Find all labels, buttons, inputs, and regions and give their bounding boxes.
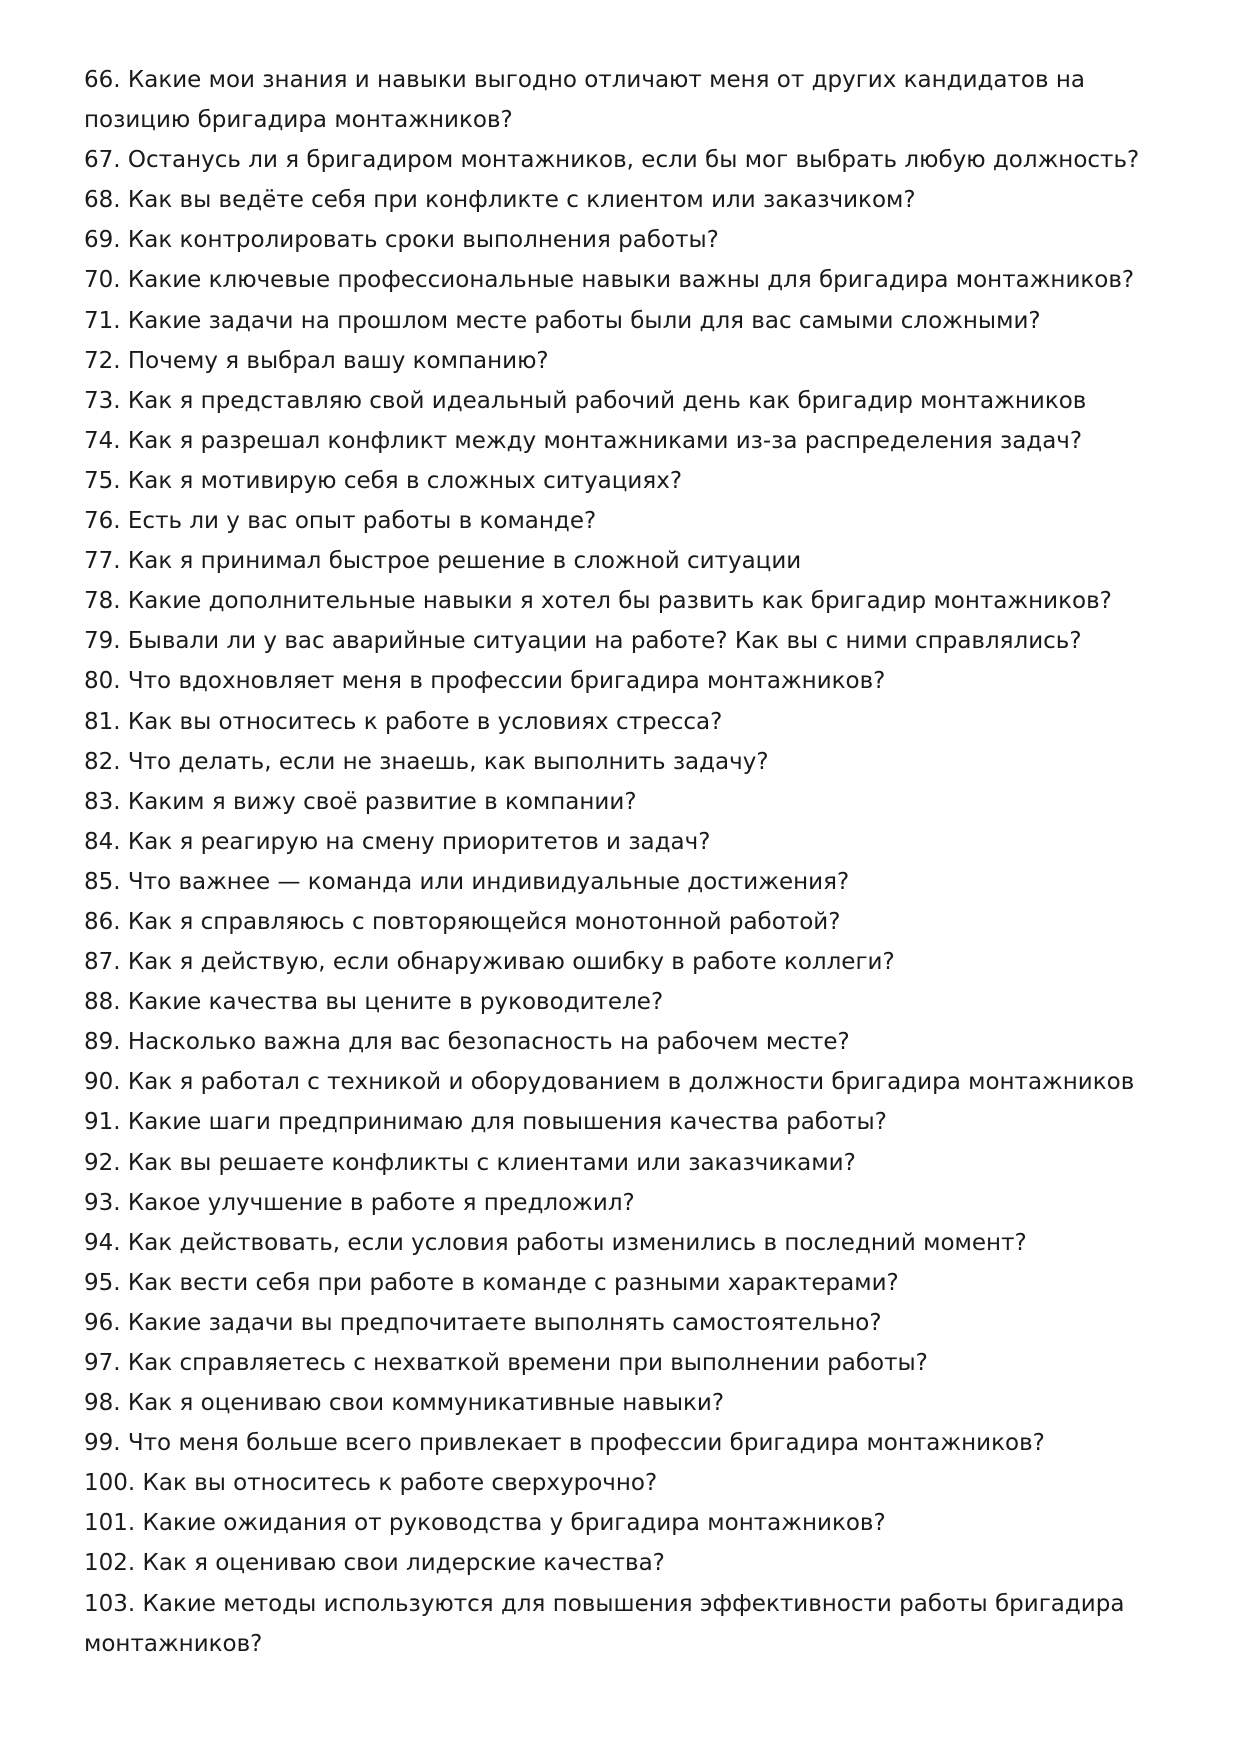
item-number: 99.	[84, 1430, 121, 1457]
list-item	[84, 902, 1164, 942]
list-item	[84, 1223, 1164, 1263]
item-text: Как я разрешал конфликт между монтажниками из-за распределения задач?	[127, 427, 1083, 454]
item-number: 91.	[84, 1109, 121, 1136]
item-text: Какие ожидания от руководства у бригадира монтажников?	[142, 1510, 886, 1537]
item-number: 103.	[84, 1590, 136, 1617]
item-number: 101.	[84, 1510, 136, 1537]
item-number: 92.	[84, 1149, 121, 1176]
list-item	[84, 341, 1164, 381]
list-item	[84, 702, 1164, 742]
list-item	[84, 982, 1164, 1022]
item-text: Какие ключевые профессиональные навыки важны для бригадира монтажников?	[127, 267, 1135, 294]
item-number: 88.	[84, 989, 121, 1016]
item-number: 76.	[84, 508, 121, 535]
item-text: Насколько важна для вас безопасность на рабочем месте?	[127, 1029, 850, 1056]
item-text: Как вы решаете конфликты с клиентами или заказчиками?	[127, 1149, 856, 1176]
item-number: 75.	[84, 467, 121, 494]
item-text: Как вы относитесь к работе в условиях стресса?	[127, 708, 723, 735]
item-text: Как я принимал быстрое решение в сложной ситуации	[127, 548, 802, 575]
item-text: Как справляетесь с нехваткой времени при выполнении работы?	[127, 1350, 928, 1376]
list-item	[84, 1503, 1164, 1543]
list-item	[84, 942, 1164, 982]
item-number: 69.	[84, 227, 121, 254]
item-text: Как действовать, если условия работы изменились в последний момент?	[127, 1229, 1027, 1256]
item-text: Как я справляюсь с повторяющейся монотонной работой?	[127, 908, 841, 935]
list-item	[84, 461, 1164, 501]
list-item	[84, 742, 1164, 782]
item-text: Как я оцениваю свои лидерские качества?	[142, 1550, 665, 1577]
list-item	[84, 1062, 1164, 1102]
item-number: 86.	[84, 908, 121, 935]
item-text: Какие методы используются для повышения эффективности работы бригадира монтажников?	[84, 1590, 1125, 1657]
item-number: 68.	[84, 187, 121, 214]
item-text: Есть ли у вас опыт работы в команде?	[127, 508, 597, 535]
item-number: 80.	[84, 668, 121, 695]
item-number: 98.	[84, 1390, 121, 1417]
item-text: Как вести себя при работе в команде с разными характерами?	[127, 1269, 899, 1296]
item-text: Как я действую, если обнаруживаю ошибку в работе коллеги?	[127, 949, 895, 976]
item-text: Почему я выбрал вашу компанию?	[127, 347, 549, 374]
list-item	[84, 180, 1164, 220]
item-number: 66.	[84, 67, 121, 93]
list-item	[84, 60, 1164, 140]
item-number: 100.	[84, 1470, 136, 1497]
item-text: Как контролировать сроки выполнения работы?	[127, 227, 719, 254]
list-item	[84, 220, 1164, 260]
item-text: Что меня больше всего привлекает в профессии бригадира монтажников?	[127, 1430, 1045, 1457]
item-number: 74.	[84, 427, 121, 454]
item-number: 67.	[84, 147, 121, 174]
item-text: Какие мои знания и навыки выгодно отличают меня от других кандидатов на позицию бригадира монтажников?	[84, 67, 1085, 134]
item-number: 95.	[84, 1269, 121, 1296]
item-number: 78.	[84, 588, 121, 615]
item-number: 102.	[84, 1550, 136, 1577]
list-item	[84, 862, 1164, 902]
item-number: 93.	[84, 1189, 121, 1216]
item-number: 77.	[84, 548, 121, 575]
item-text: Какие задачи на прошлом месте работы были для вас самыми сложными?	[127, 307, 1041, 334]
item-number: 82.	[84, 748, 121, 775]
item-text: Как я оцениваю свои коммуникативные навыки?	[127, 1390, 725, 1417]
item-number: 90.	[84, 1069, 121, 1096]
item-text: Как я представляю свой идеальный рабочий день как бригадир монтажников	[127, 387, 1087, 414]
list-item	[84, 501, 1164, 541]
list-item	[84, 1383, 1164, 1423]
item-text: Как я работал с техникой и оборудованием в должности бригадира монтажников	[127, 1069, 1135, 1096]
item-number: 84.	[84, 828, 121, 855]
item-text: Какие качества вы цените в руководителе?	[127, 989, 664, 1016]
list-item	[84, 621, 1164, 661]
list-item	[84, 541, 1164, 581]
item-text: Какие шаги предпринимаю для повышения качества работы?	[127, 1109, 887, 1136]
list-item	[84, 381, 1164, 421]
item-number: 94.	[84, 1229, 121, 1256]
list-item	[84, 301, 1164, 341]
list-item	[84, 661, 1164, 701]
item-text: Как я реагирую на смену приоритетов и задач?	[127, 828, 711, 855]
item-number: 79.	[84, 628, 121, 655]
item-number: 97.	[84, 1350, 121, 1376]
item-text: Как вы ведёте себя при конфликте с клиентом или заказчиком?	[127, 187, 916, 214]
item-text: Что важнее — команда или индивидуальные достижения?	[127, 868, 850, 895]
list-item	[84, 1343, 1164, 1383]
item-number: 81.	[84, 708, 121, 735]
list-item	[84, 822, 1164, 862]
list-item	[84, 581, 1164, 621]
item-text: Как вы относитесь к работе сверхурочно?	[142, 1470, 658, 1497]
item-number: 72.	[84, 347, 121, 374]
item-text: Что вдохновляет меня в профессии бригадира монтажников?	[127, 668, 886, 695]
list-item	[84, 1263, 1164, 1303]
list-item	[84, 1463, 1164, 1503]
list-item	[84, 1303, 1164, 1343]
item-text: Бывали ли у вас аварийные ситуации на работе? Как вы с ними справлялись?	[127, 628, 1082, 655]
list-item	[84, 1584, 1164, 1664]
item-number: 70.	[84, 267, 121, 294]
item-text: Какие задачи вы предпочитаете выполнять самостоятельно?	[127, 1309, 882, 1336]
item-text: Останусь ли я бригадиром монтажников, если бы мог выбрать любую должность?	[127, 147, 1140, 174]
item-number: 85.	[84, 868, 121, 895]
question-list	[84, 60, 1164, 1664]
list-item	[84, 1022, 1164, 1062]
item-number: 96.	[84, 1309, 121, 1336]
item-text: Какие дополнительные навыки я хотел бы развить как бригадир монтажников?	[127, 588, 1112, 615]
item-number: 89.	[84, 1029, 121, 1056]
item-text: Как я мотивирую себя в сложных ситуациях?	[127, 467, 683, 494]
list-item	[84, 1543, 1164, 1583]
item-text: Каким я вижу своё развитие в компании?	[127, 788, 637, 815]
item-text: Что делать, если не знаешь, как выполнить задачу?	[127, 748, 769, 775]
item-text: Какое улучшение в работе я предложил?	[127, 1189, 635, 1216]
item-number: 83.	[84, 788, 121, 815]
list-item	[84, 421, 1164, 461]
list-item	[84, 1102, 1164, 1142]
list-item	[84, 1183, 1164, 1223]
list-item	[84, 260, 1164, 300]
list-item	[84, 1143, 1164, 1183]
list-item	[84, 1423, 1164, 1463]
list-item	[84, 140, 1164, 180]
item-number: 73.	[84, 387, 121, 414]
item-number: 87.	[84, 949, 121, 976]
list-item	[84, 782, 1164, 822]
item-number: 71.	[84, 307, 121, 334]
